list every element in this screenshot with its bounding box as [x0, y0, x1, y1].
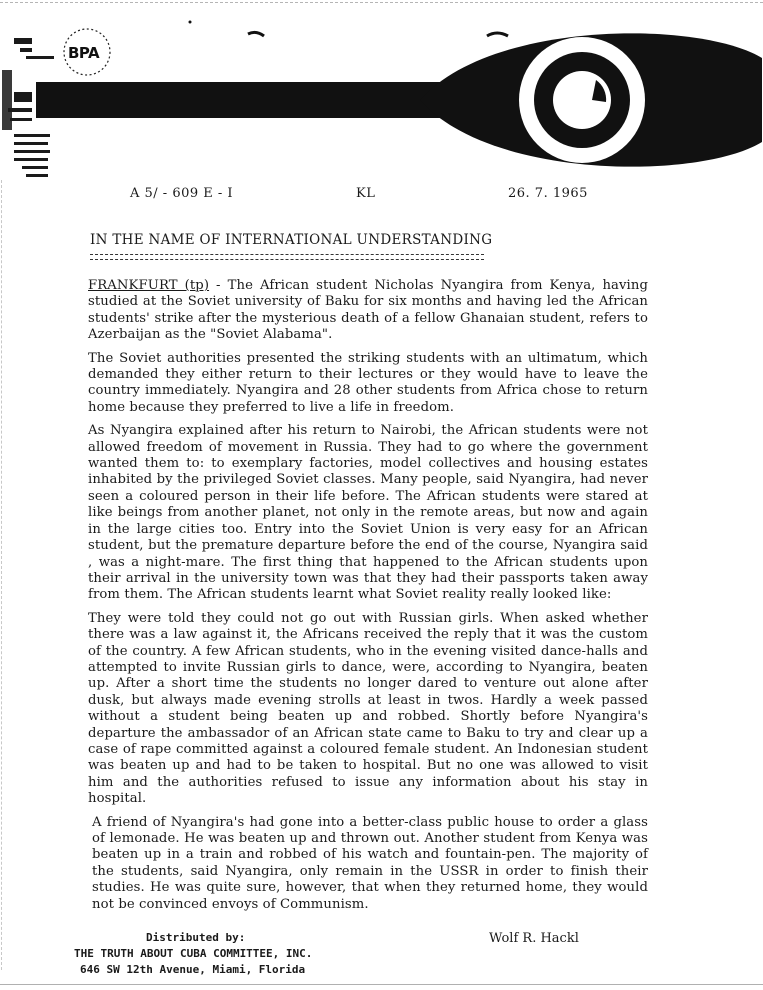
distribution-organization: THE TRUTH ABOUT CUBA COMMITTEE, INC. [74, 947, 313, 960]
distribution-stamp [74, 930, 374, 978]
paragraph-4: They were told they could not go out with Russian girls. When asked whether there was a law against it, the Africans received the reply that it was the custom of the country. A few African students, who in the evening visited dance-halls and attempted to invite Russian girls to dance, were, according to Nyangira, beaten up. After a short time the students no longer dared to venture out alone after dusk, but always made evening strolls at least in twos. Hardly a week passed without a student being beaten up and robbed. Shortly before Nyangira's departure the ambassador of an African state came to Baku to try and clear up a case of rape committed against a coloured female student. An Indonesian student was beaten up and had to be taken to hospital. But no one was allowed to visit him and the authorities refused to issue any information about his stay in hospital. [88, 610, 648, 807]
bottom-rule [0, 984, 763, 985]
paragraph-2: The Soviet authorities presented the striking students with an ultimatum, which demanded they either return to their lectures or they would have to leave the country immediately. Nyangira and 28 other students from Africa chose to return home because they preferred to live a life in freedom. [88, 350, 648, 415]
letterhead-graphic [0, 0, 763, 180]
paragraph-1 [88, 278, 648, 344]
article-headline: IN THE NAME OF INTERNATIONAL UNDERSTANDING [90, 232, 493, 248]
paragraph-1-text: - The African student Nicholas Nyangira from Kenya, having studied at the Soviet university of Baku for six months and having led the African students' strike after the mysterious death of a fellow Ghanaian student, refers to Azerbaijan as the "Soviet Alabama". [88, 278, 648, 343]
top-dash-mark [248, 32, 264, 36]
desk-code: KL [356, 186, 376, 201]
left-margin-rule [1, 180, 2, 970]
article-body [88, 278, 648, 920]
distribution-address: 646 SW 12th Avenue, Miami, Florida [80, 963, 306, 976]
svg-text:BPA: BPA [68, 44, 100, 62]
bpa-logo [64, 29, 110, 75]
headline-double-rule [90, 254, 484, 260]
paragraph-5: A friend of Nyangira's had gone into a better-class public house to order a glass of lemonade. He was beaten up and thrown out. Another student from Kenya was beaten up in a train and robbed of his watch and fountain-pen. The majority of the students, said Nyangira, only remain in the USSR in order to finish their studies. He was quite sure, however, that when they returned home, they would not be convinced envoys of Communism. [92, 814, 648, 912]
eye-icon [420, 33, 762, 167]
letterhead [0, 0, 763, 180]
dateline: FRANKFURT (tp) [88, 278, 210, 293]
document-date: 26. 7. 1965 [508, 186, 588, 201]
distribution-label: Distributed by: [146, 931, 246, 944]
author-byline: Wolf R. Hackl [489, 931, 579, 946]
reference-number: A 5/ - 609 E - I [130, 186, 234, 201]
paragraph-3: As Nyangira explained after his return to Nairobi, the African students were not allowed freedom of movement in Russia. They had to go where the government wanted them to: to exemplary factories, model collectives and housing estates inhabited by the privileged Soviet classes. Many people, said Nyangira, had never seen a coloured person in their life before. The African students were stared at like beings from another planet, not only in the remote areas, but now and again in the large cities too. Entry into the Soviet Union is very easy for an African student, but the premature departure before the end of the course, Nyangira said , was a night-mare. The first thing that happened to the African students upon their arrival in the university town was that they had their passports taken away from them. The African students learnt what Soviet reality really looked like: [88, 423, 648, 603]
